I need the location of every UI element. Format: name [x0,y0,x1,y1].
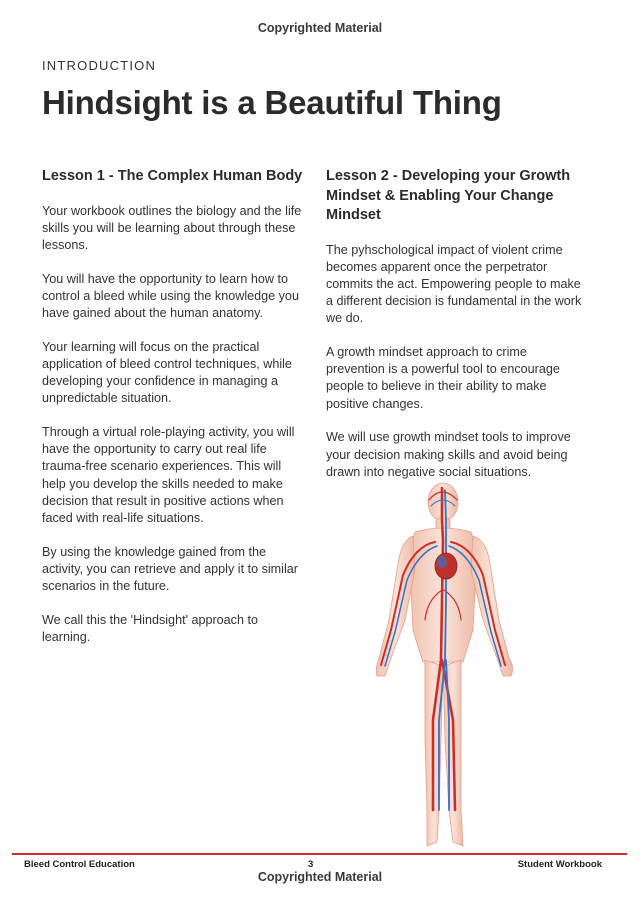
copyright-header: Copyrighted Material [257,21,383,35]
circulatory-system-illustration [345,480,545,855]
lesson-1-paragraph: Through a virtual role-playing activity, you will have the opportunity to carry out real life trauma-free scenario experiences. This will help you develop the skills needed to make decision that result in positive actions when faced with real-life situations. [42,425,295,526]
footer-left: Bleed Control Education [24,859,135,870]
section-label: INTRODUCTION [42,58,157,73]
lesson-1-paragraph: Your learning will focus on the practical application of bleed control techniques, while developing your confidence in managing a unpredictable situation. [42,339,292,406]
footer-right: Student Workbook [517,859,602,870]
lesson-1-paragraph: We call this the 'Hindsight' approach to learning. [42,612,258,645]
lesson-1-paragraph: You will have the opportunity to learn how to control a bleed while using the knowledge you have gained about the human anatomy. [42,271,299,321]
lesson-1-paragraph: By using the knowledge gained from the activity, you can retrieve and apply it to similar scenarios in the future. [42,544,298,594]
page-title: Hindsight is a Beautiful Thing [42,84,502,121]
lesson-2-paragraph: The pyhschological impact of violent crime becomes apparent once the perpetrator commits the act. Empowering people to make a different decision is fundamental in the work we do. [326,242,582,326]
page-number: 3 [308,859,314,870]
lesson-2-column [326,167,588,497]
lesson-2-heading: Lesson 2 - Developing your Growth Mindset & Enabling Your Change Mindset [326,168,571,223]
lesson-1-paragraph: Your workbook outlines the biology and the life skills you will be learning about through these lessons. [42,203,302,252]
copyright-footer: Copyrighted Material [257,870,383,884]
footer-rule [12,853,627,855]
lesson-1-heading: Lesson 1 - The Complex Human Body [42,168,303,184]
lesson-2-paragraph: We will use growth mindset tools to improve your decision making skills and avoid being drawn into negative social situations. [326,430,571,479]
lesson-2-paragraph: A growth mindset approach to crime prevention is a powerful tool to encourage people to believe in their ability to make positive changes. [326,345,560,411]
lesson-1-column [42,167,304,663]
